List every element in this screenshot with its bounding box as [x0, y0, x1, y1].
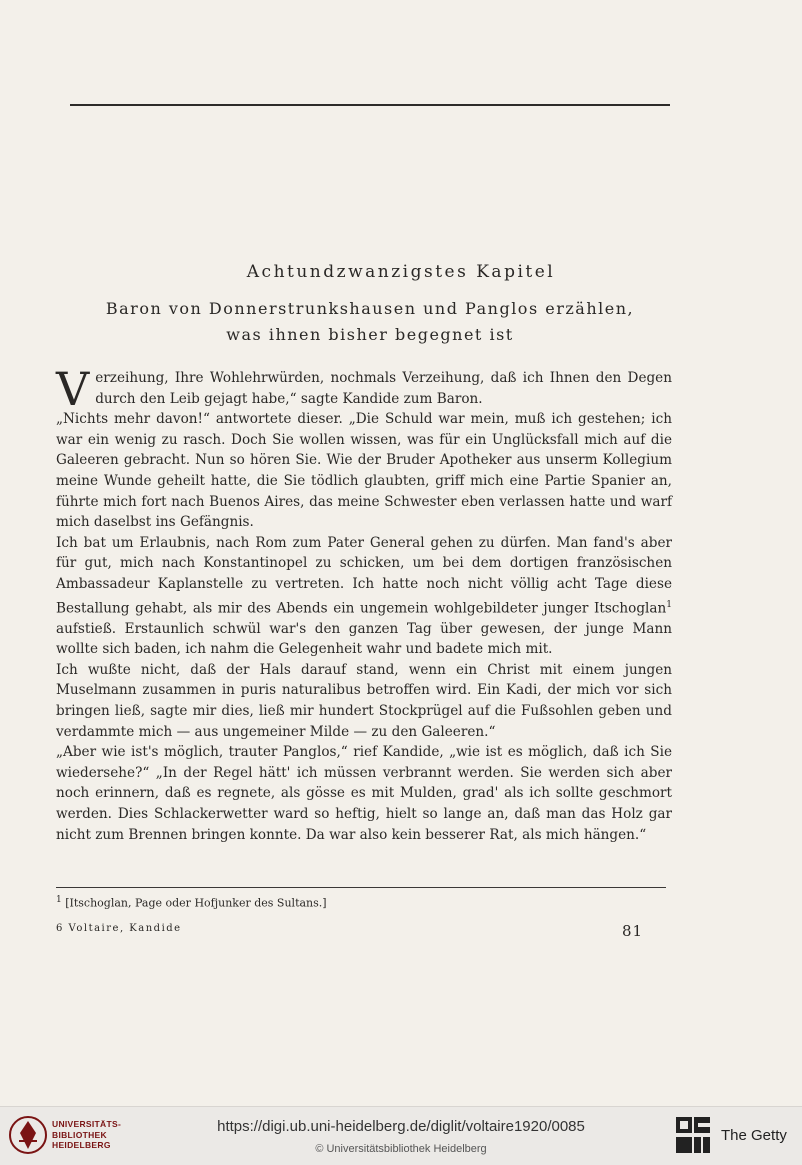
body-text	[56, 362, 672, 845]
header-rule	[70, 104, 670, 106]
printer-signature: 6 Voltaire, Kandide	[56, 923, 182, 934]
paragraph-3	[56, 533, 672, 660]
partner-name[interactable]: The Getty	[721, 1127, 787, 1144]
footnote-text: [Itschoglan, Page oder Hofjunker des Sultans.]	[65, 896, 327, 910]
footer-bar	[0, 1106, 802, 1165]
university-name-line-2: BIBLIOTHEK	[52, 1129, 107, 1140]
footnote	[56, 892, 666, 912]
footnote-marker[interactable]: 1	[666, 599, 672, 610]
subtitle-line-2: was ihnen bisher begegnet ist	[226, 325, 514, 344]
chapter-subtitle	[70, 296, 670, 348]
chapter-title: Achtundzwanzigstes Kapitel	[246, 262, 556, 282]
page-number: 81	[622, 922, 644, 940]
paragraph-3-text-b: aufstieß. Erstaunlich schwül war's den ganzen Tag über gewesen, der junge Mann wollte sich baden, ich nahm die Gelegenheit wahr und badete mich mit.	[56, 620, 672, 658]
paragraph-3-text-a: Ich bat um Erlaubnis, nach Rom zum Pater General gehen zu dürfen. Man fand's aber für gut, mich nach Konstantinopel zu schicken, um bei dem dortigen französischen Ambassadeur Kaplanstelle zu vertreten. Ich hatte noch nicht völlig acht Tage diese Bestallung gehabt, als mir des Abends ein ungemein wohlgebildeter junger Itschoglan	[56, 534, 672, 617]
copyright-notice: © Universitätsbibliothek Heidelberg	[315, 1143, 487, 1155]
getty-logo-icon[interactable]	[674, 1115, 712, 1155]
subtitle-line-1: Baron von Donnerstrunkshausen und Panglos erzählen,	[105, 299, 635, 318]
university-name-line-3: HEIDELBERG	[52, 1140, 111, 1150]
paragraph-1-text: erzeihung, Ihre Wohlehrwürden, nochmals Verzeihung, daß ich Ihnen den Degen durch den Leib gejagt habe,“ sagte Kandide zum Baron.	[95, 370, 672, 407]
permalink-url[interactable]: https://digi.ub.uni-heidelberg.de/diglit/voltaire1920/0085	[217, 1118, 585, 1135]
paragraph-4: Ich wußte nicht, daß der Hals darauf stand, wenn ein Christ mit einem jungen Muselmann zusammen in puris naturalibus betroffen wird. Ein Kadi, der mich vor sich bringen ließ, sagte mir dies, ließ mir hundert Stockprügel auf die Fußsohlen geben und verdammte mich — aus ungemeiner Milde — zu den Galeeren.“	[56, 661, 672, 740]
footnote-rule	[56, 887, 666, 888]
university-name-line-1: UNIVERSITÄTS-	[52, 1119, 122, 1129]
drop-cap: V	[56, 362, 90, 416]
paragraph-2: „Nichts mehr davon!“ antwortete dieser. „Die Schuld war mein, muß ich gestehen; ich war ein wenig zu rasch. Doch Sie wollen wissen, was für ein Unglücksfall mich auf die Galeeren gebracht. Nun so hören Sie. Wie der Bruder Apotheker aus unserm Kollegium meine Wunde geheilt hatte, die Sie tödlich glaubten, griff mich eine Partie Spanier an, führte mich fort nach Buenos Aires, das meine Schwester eben verlassen hatte und warf mich daselbst ins Gefängnis.	[56, 411, 672, 531]
footnote-number: 1	[56, 895, 62, 905]
paragraph-1	[56, 362, 672, 416]
paragraph-5: „Aber wie ist's möglich, trauter Panglos,“ rief Kandide, „wie ist es möglich, daß ich Sie wiedersehe?“ „In der Regel hätt' ich müssen verbrannt werden. Sie werden sich aber noch erinnern, daß es regnete, als gösse es mit Mulden, grad' als ich sollte geschmort werden. Dies Schlackerwetter ward so heftig, hielt so lange an, daß man das Holz gar nicht zum Brennen bringen konnte. Da war also kein besserer Rat, als mich hängen.“	[56, 744, 672, 843]
